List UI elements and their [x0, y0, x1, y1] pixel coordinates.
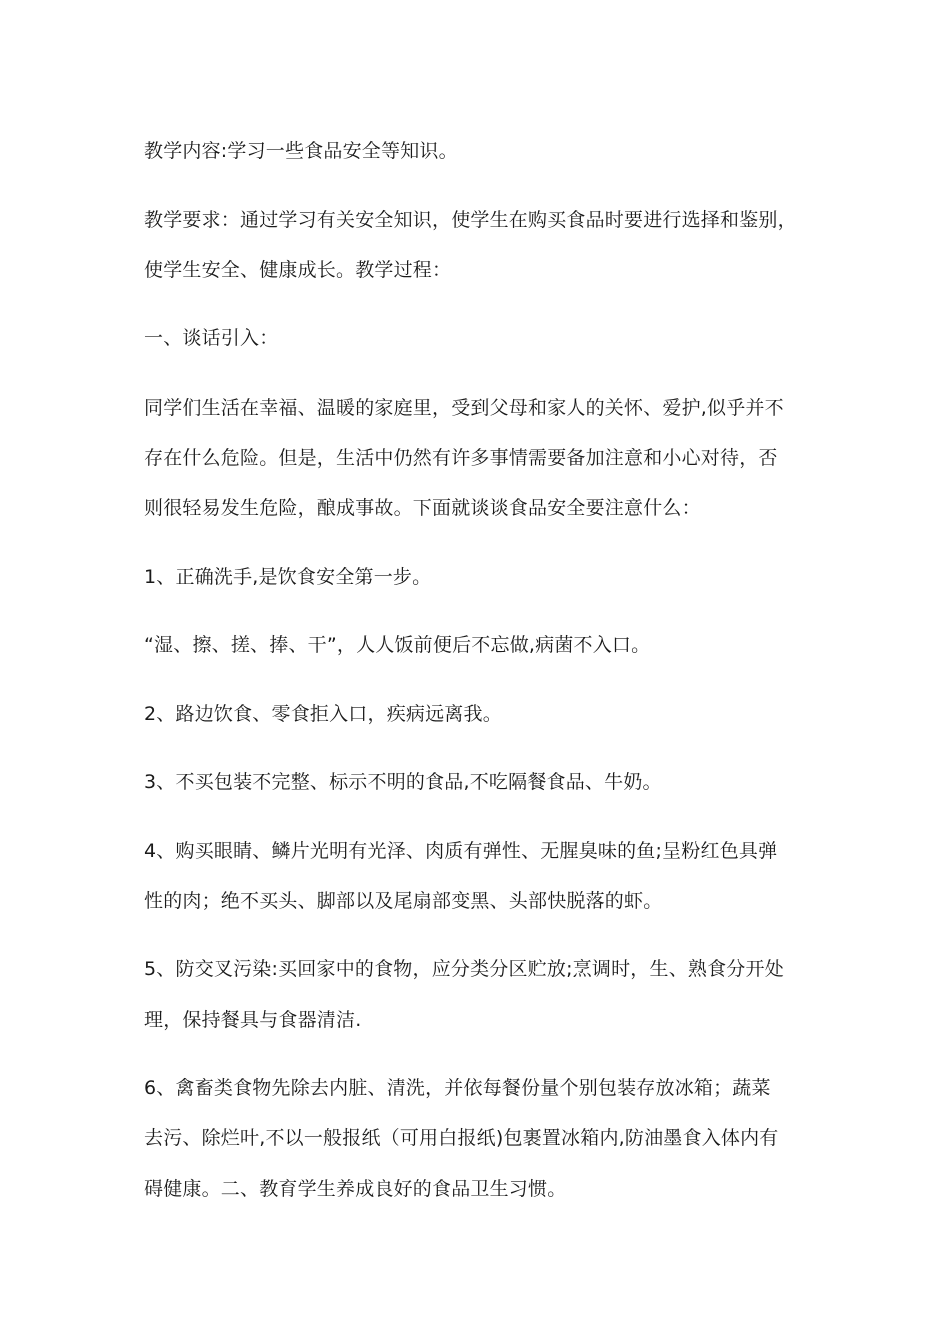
item-6-line-3: 碍健康。二、教育学生养成良好的食品卫生习惯。 [144, 1178, 567, 1200]
section-heading-intro: 一、谈话引入： [144, 327, 279, 349]
item-4-line-1: 4、购买眼睛、鳞片光明有光泽、肉质有弹性、无腥臭味的鱼;呈粉红色具弹 [144, 840, 778, 862]
intro-paragraph-line-2: 存在什么危险。但是，生活中仍然有许多事情需要备加注意和小心对待，否 [144, 447, 778, 469]
item-1-line: 1、正确洗手,是饮食安全第一步。 [144, 566, 432, 588]
teaching-requirements-line-2: 使学生安全、健康成长。教学过程： [144, 259, 452, 281]
intro-paragraph-line-3: 则很轻易发生危险，酿成事故。下面就谈谈食品安全要注意什么： [144, 497, 701, 519]
item-3-line: 3、不买包装不完整、标示不明的食品,不吃隔餐食品、牛奶。 [144, 771, 662, 793]
item-4-line-2: 性的肉；绝不买头、脚部以及尾扇部变黑、头部快脱落的虾。 [144, 890, 663, 912]
intro-paragraph-line-1: 同学们生活在幸福、温暖的家庭里，受到父母和家人的关怀、爱护,似乎并不 [144, 397, 784, 419]
item-5-line-1: 5、防交叉污染:买回家中的食物，应分类分区贮放;烹调时，生、熟食分开处 [144, 958, 784, 980]
item-6-line-1: 6、禽畜类食物先除去内脏、清洗，并依每餐份量个别包装存放冰箱；蔬菜 [144, 1077, 771, 1099]
item-5-line-2: 理，保持餐具与食器清洁. [144, 1009, 362, 1031]
item-1-slogan-line: “湿、擦、搓、捧、干”，人人饭前便后不忘做,病菌不入口。 [144, 634, 651, 656]
item-6-line-2: 去污、除烂叶,不以一般报纸（可用白报纸)包裹置冰箱内,防油墨食入体内有 [144, 1127, 779, 1149]
teaching-requirements-line-1: 教学要求：通过学习有关安全知识，使学生在购买食品时要进行选择和鉴别， [144, 209, 797, 231]
teaching-content-line: 教学内容:学习一些食品安全等知识。 [144, 140, 458, 162]
item-2-line: 2、路边饮食、零食拒入口，疾病远离我。 [144, 703, 502, 725]
